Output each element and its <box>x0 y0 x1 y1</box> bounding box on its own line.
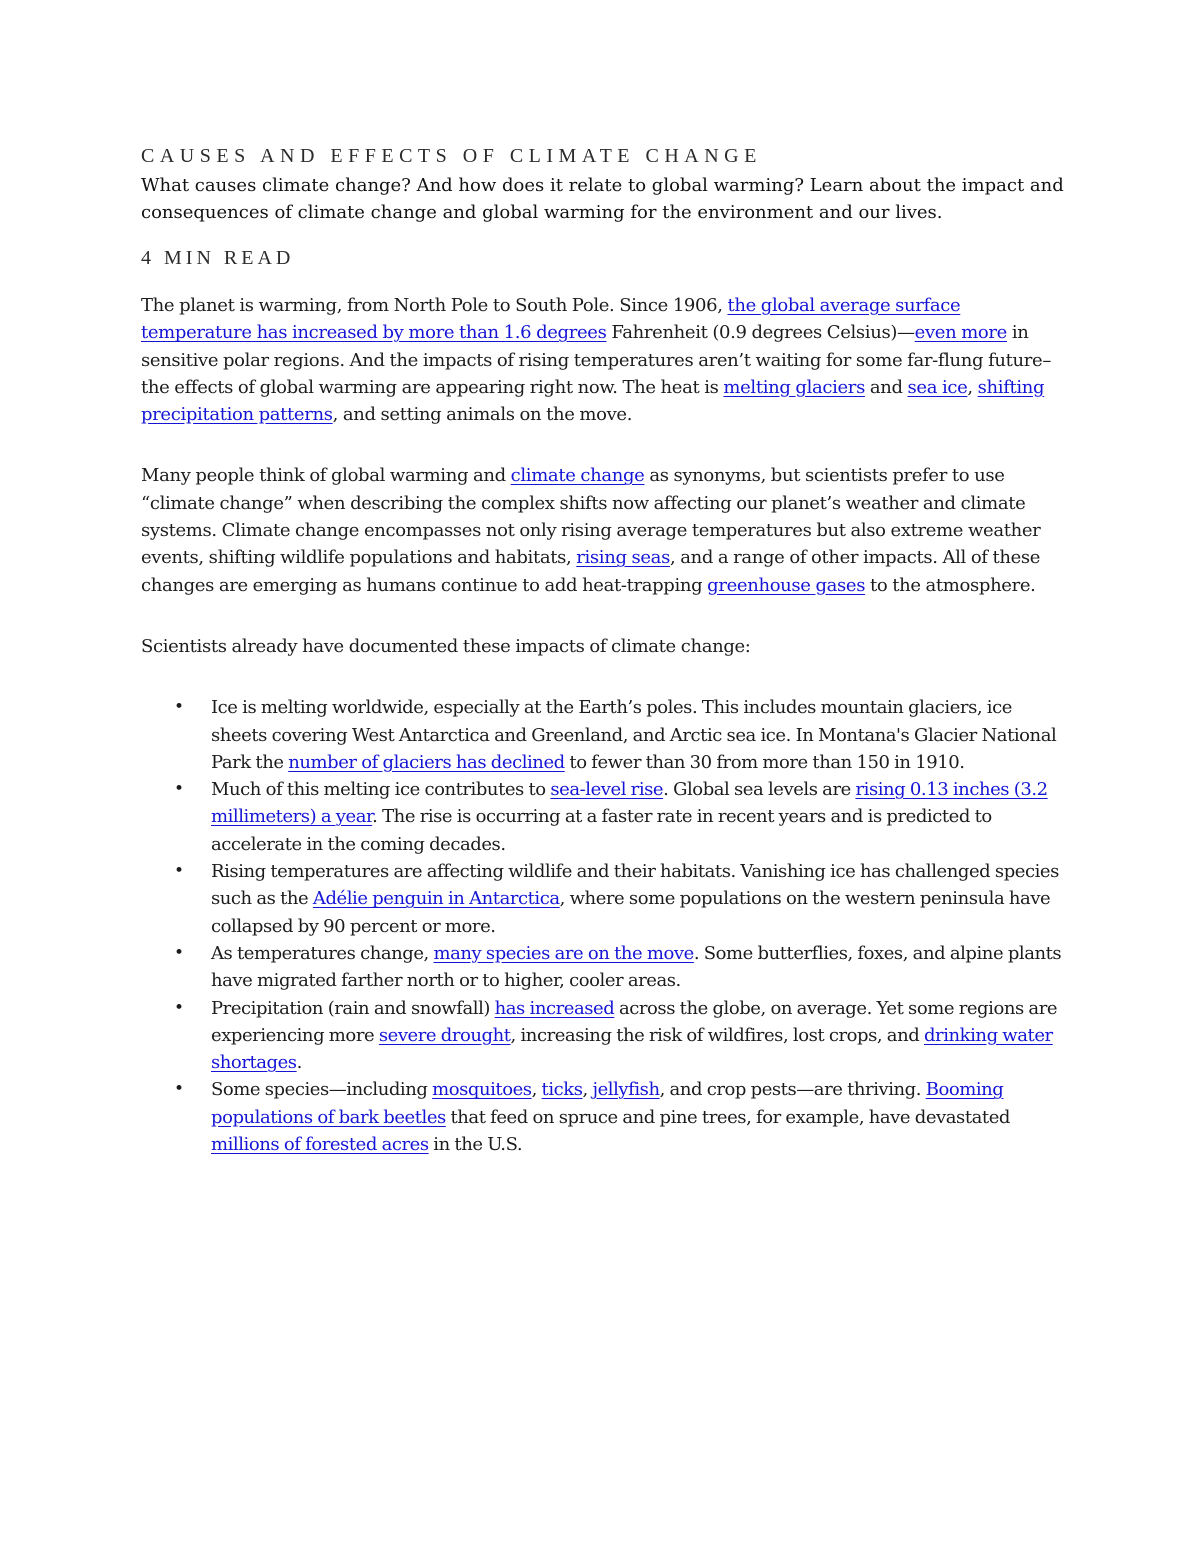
text-run: . <box>296 1052 302 1074</box>
link-melting-glaciers[interactable]: melting glaciers <box>723 376 865 398</box>
text-run: Fahrenheit (0.9 degrees Celsius)— <box>606 322 915 344</box>
text-run: Much of this melting ice contributes to <box>211 779 551 801</box>
text-run: The planet is warming, from North Pole to South Pole. Since 1906, <box>141 295 728 316</box>
list-item <box>141 995 1066 1077</box>
link-ticks[interactable]: ticks <box>541 1079 583 1101</box>
link-species-on-the-move[interactable]: many species are on the move <box>433 942 694 964</box>
bullet-icon: • <box>174 861 184 882</box>
link-severe-drought[interactable]: severe drought <box>378 1024 511 1046</box>
list-item <box>141 858 1066 940</box>
link-millions-of-forested-acres[interactable]: millions of forested acres <box>211 1134 429 1156</box>
document-page <box>141 140 1066 1158</box>
text-run: Ice is melting worldwide, especially at the Earth’s poles. This includes mountain glaciers, ice sheets covering West Antarctica and Greenland, and Arctic sea ice. In Montana's Glacier National Park the <box>211 697 1057 773</box>
paragraph-impacts-intro: Scientists already have documented these impacts of climate change: <box>141 635 751 657</box>
text-run: in the U.S. <box>428 1134 523 1156</box>
text-run: Some species—including <box>211 1079 433 1101</box>
text-run: to the atmosphere. <box>865 574 1036 596</box>
text-run: , <box>531 1079 542 1101</box>
text-run: in sensitive polar regions. And the impacts of rising temperatures aren’t waiting for some far-flung future–the effects of global warming are appearing right now. The heat is <box>141 322 1051 398</box>
paragraph-warming <box>141 292 1066 428</box>
text-run: . Some butterflies, foxes, and alpine plants have migrated farther north or to higher, cooler areas. <box>211 942 1062 992</box>
list-item <box>141 1076 1066 1158</box>
bullet-icon: • <box>174 779 184 800</box>
text-run: , where some populations on the western peninsula have collapsed by 90 percent or more. <box>211 888 1051 937</box>
text-run: , increasing the risk of wildfires, lost crops, and <box>510 1024 924 1046</box>
text-run: across the globe, on average. Yet some regions are experiencing more <box>211 997 1058 1046</box>
bullet-icon: • <box>174 942 184 963</box>
link-shifting-precipitation-patterns[interactable]: shifting precipitation patterns <box>141 376 1045 426</box>
link-even-more[interactable]: even more <box>914 322 1007 344</box>
link-rising-seas[interactable]: rising seas <box>576 547 670 569</box>
link-booming-bark-beetles[interactable]: Booming populations of bark beetles <box>211 1079 1004 1128</box>
list-item <box>141 776 1066 858</box>
link-climate-change[interactable]: climate change <box>510 465 645 487</box>
link-has-increased[interactable]: has increased <box>494 997 615 1019</box>
text-run: , <box>582 1079 593 1101</box>
list-item <box>141 940 1066 995</box>
paragraph-synonyms <box>141 462 1066 598</box>
text-run: , and crop pests—are thriving. <box>659 1079 926 1101</box>
link-drinking-water-shortages[interactable]: drinking water shortages <box>211 1024 1053 1074</box>
link-sea-ice[interactable]: sea ice <box>907 376 968 398</box>
impacts-list <box>141 694 1066 1158</box>
text-run: , <box>967 376 978 398</box>
bullet-icon: • <box>174 1079 184 1100</box>
text-run: . The rise is occurring at a faster rate in recent years and is predicted to accelerate in the coming decades. <box>211 806 992 855</box>
text-run: Rising temperatures are affecting wildlife and their habitats. Vanishing ice has challenged species such as the <box>211 861 1059 910</box>
text-run: Many people think of global warming and <box>141 465 511 487</box>
bullet-icon: • <box>174 697 184 718</box>
text-run: as synonyms, but scientists prefer to use “climate change” when describing the complex shifts now affecting our planet’s weather and climate systems. Climate change encompasses not only rising average temperatures but also extreme weather events, shifting wildlife populations and habitats, <box>141 465 1041 569</box>
link-sea-level-rise[interactable]: sea-level rise <box>550 779 664 801</box>
text-run: Precipitation (rain and snowfall) <box>211 997 495 1019</box>
link-rising-inches-a-year[interactable]: rising 0.13 inches (3.2 millimeters) a year <box>211 779 1048 828</box>
link-number-of-glaciers-declined[interactable]: number of glaciers has declined <box>288 751 565 773</box>
text-run: , and a range of other impacts. All of these changes are emerging as humans continue to add heat-trapping <box>141 547 1041 596</box>
list-item <box>141 694 1066 776</box>
text-run: that feed on spruce and pine trees, for example, have devastated <box>445 1106 1010 1128</box>
link-greenhouse-gases[interactable]: greenhouse gases <box>707 574 866 596</box>
text-run: . Global sea levels are <box>663 779 856 801</box>
article-dek: What causes climate change? And how does it relate to global warming? Learn about the impact and consequences of climate change and global warming for the environment and our lives. <box>141 175 1064 223</box>
text-run: to fewer than 30 from more than 150 in 1910. <box>564 751 965 773</box>
link-adelie-penguin[interactable]: Adélie penguin in Antarctica <box>312 888 560 910</box>
link-jellyfish[interactable]: jellyfish <box>592 1079 660 1101</box>
text-run: , and setting animals on the move. <box>332 404 633 426</box>
bullet-icon: • <box>174 997 184 1018</box>
link-global-average-surface-temperature[interactable]: the global average surface temperature has increased by more than 1.6 degrees <box>141 295 961 344</box>
article-title: CAUSES AND EFFECTS OF CLIMATE CHANGE <box>141 145 762 167</box>
text-run: and <box>864 376 908 398</box>
link-mosquitoes[interactable]: mosquitoes <box>432 1079 532 1101</box>
text-run: As temperatures change, <box>211 942 434 964</box>
read-time: 4 MIN READ <box>141 247 295 269</box>
